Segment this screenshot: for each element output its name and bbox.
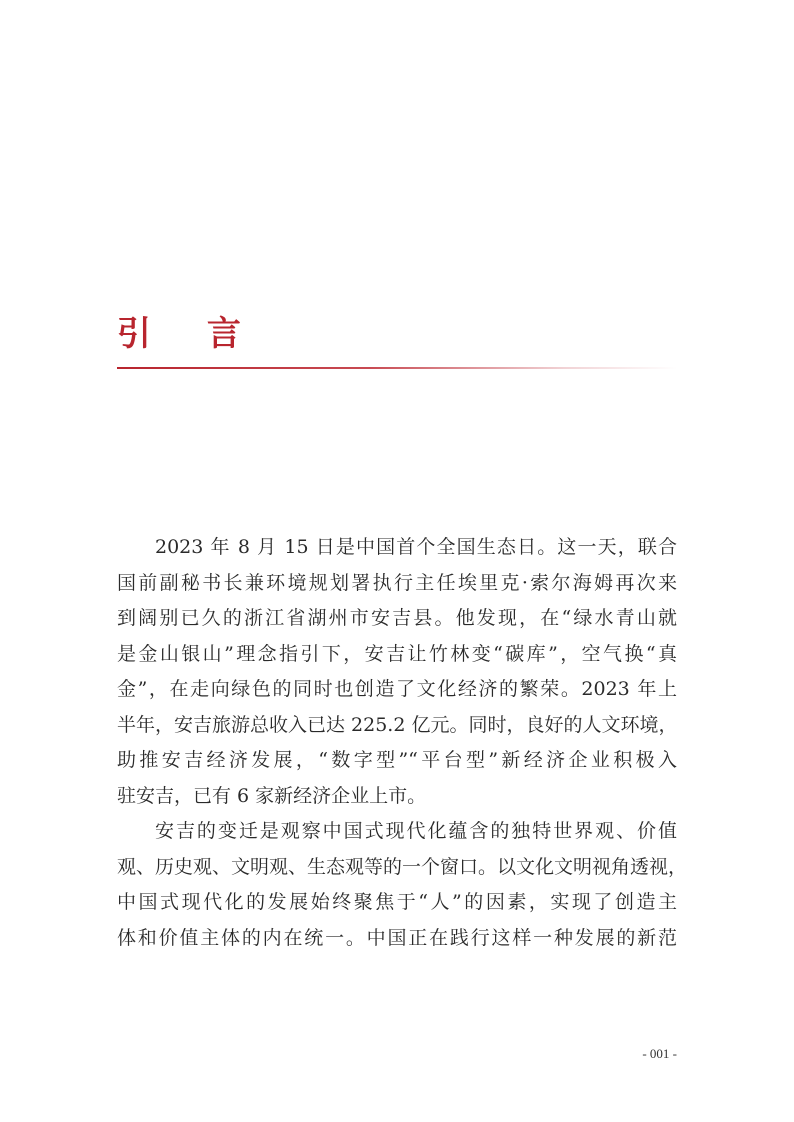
title-divider — [117, 367, 677, 369]
paragraph-1 — [117, 530, 677, 814]
page-number: - 001 - — [642, 1046, 677, 1061]
text-line: 到阔别已久的浙江省湖州市安吉县。他发现，在“绿水青山就 — [117, 607, 677, 629]
text-line: 金”，在走向绿色的同时也创造了文化经济的繁荣。2023 年上 — [117, 678, 677, 700]
text-line: 国前副秘书长兼环境规划署执行主任埃里克·索尔海姆再次来 — [117, 571, 677, 594]
text-line: 2023 年 8 月 15 日是中国首个全国生态日。这一天，联合 — [155, 536, 677, 558]
chapter-title: 引 言 — [117, 314, 263, 354]
text-line: 安吉的变迁是观察中国式现代化蕴含的独特世界观、价值 — [155, 820, 677, 842]
paragraph-2 — [117, 814, 688, 956]
text-line: 驻安吉，已有 6 家新经济企业上市。 — [117, 784, 427, 807]
text-line: 体和价值主体的内在统一。中国正在践行这样一种发展的新范 — [117, 926, 677, 949]
text-line: 观、历史观、文明观、生态观等的一个窗口。以文化文明视角透视， — [117, 855, 688, 878]
text-line: 是金山银山”理念指引下，安吉让竹林变“碳库”，空气换“真 — [117, 642, 677, 665]
text-line: 助推安吉经济发展，“数字型”“平台型”新经济企业积极入 — [117, 749, 677, 771]
text-line: 中国式现代化的发展始终聚焦于“人”的因素，实现了创造主 — [117, 891, 677, 913]
body-text — [117, 530, 688, 956]
text-line: 半年，安吉旅游总收入已达 225.2 亿元。同时，良好的人文环境， — [117, 713, 678, 736]
